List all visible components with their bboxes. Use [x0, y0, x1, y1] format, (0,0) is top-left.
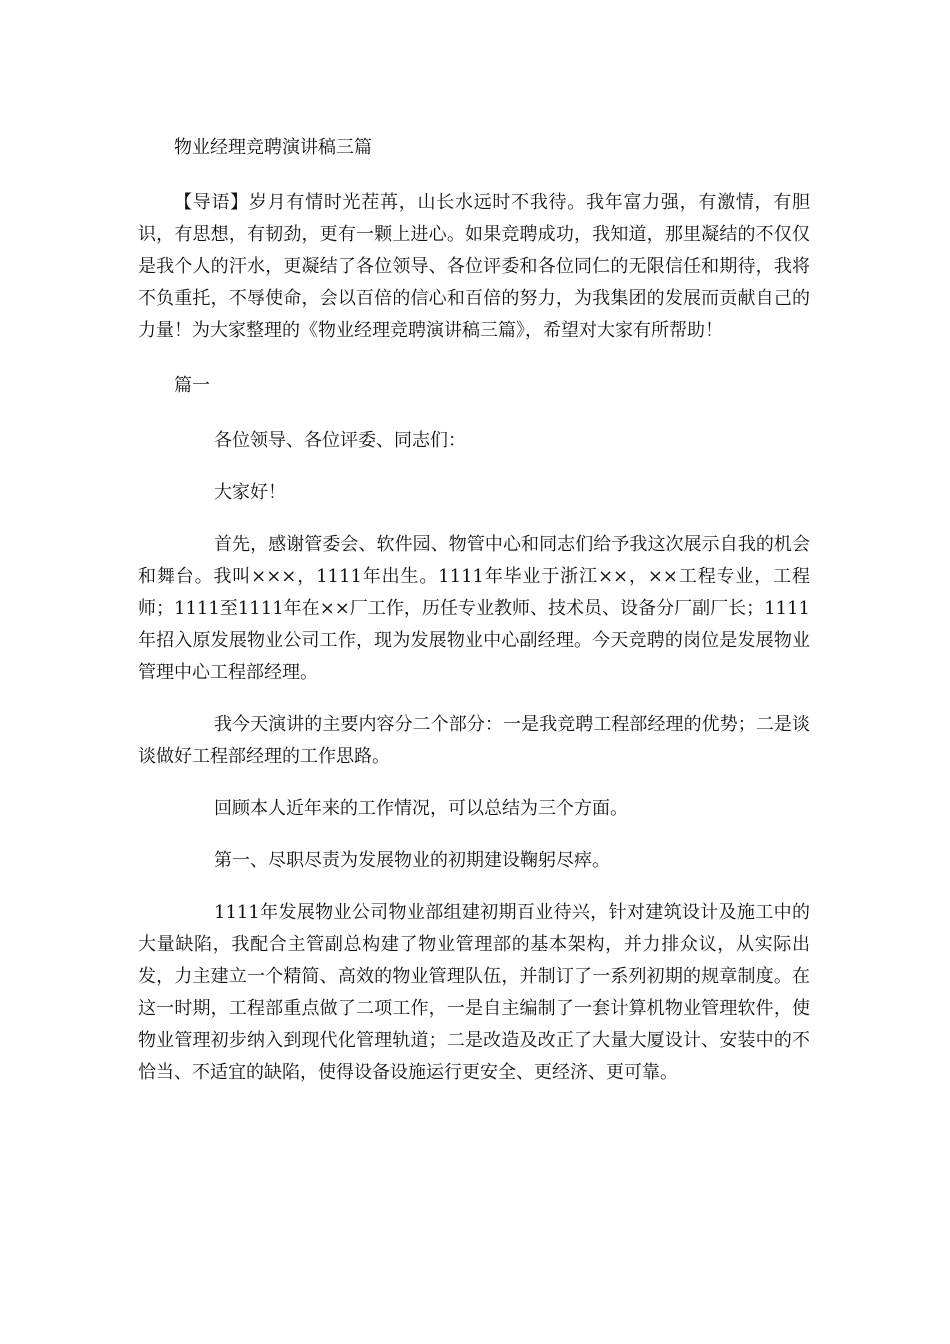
intro-paragraph: 【导语】岁月有情时光茬苒，山长水远时不我待。我年富力强，有激情，有胆识，有思想，有韧劲，更有一颗上进心。如果竞聘成功，我知道，那里凝结的不仅仅是我个人的汗水，更凝结了各位领导、各位评委和各位同仁的无限信任和期待，我将不负重托，不辱使命，会以百倍的信心和百倍的努力，为我集团的发展而贡献自己的力量！为大家整理的《物业经理竞聘演讲稿三篇》，希望对大家有所帮助！	[138, 192, 810, 341]
salutation-paragraph: 各位领导、各位评委、同志们：	[214, 430, 466, 451]
body-paragraph: 首先，感谢管委会、软件园、物管中心和同志们给予我这次展示自我的机会和舞台。我叫×××，1111年出生。1111年毕业于浙江××，××工程专业，工程师；1111至1111年在××厂工作，历任专业教师、技术员、设备分厂副厂长；1111年招入原发展物业公司工作，现为发展物业中心副经理。今天竞聘的岗位是发展物业管理中心工程部经理。	[138, 534, 810, 683]
body-paragraph: 1111年发展物业公司物业部组建初期百业待兴，针对建筑设计及施工中的大量缺陷，我配合主管副总构建了物业管理部的基本架构，并力排众议，从实际出发，力主建立一个精简、高效的物业管理队伍，并制订了一系列初期的规章制度。在这一时期，工程部重点做了二项工作，一是自主编制了一套计算机物业管理软件，使物业管理初步纳入到现代化管理轨道；二是改造及改正了大量大厦设计、安装中的不恰当、不适宜的缺陷，使得设备设施运行更安全、更经济、更可靠。	[138, 902, 810, 1083]
document-title: 物业经理竞聘演讲稿三篇	[174, 137, 372, 158]
body-paragraph: 回顾本人近年来的工作情况，可以总结为三个方面。	[214, 798, 628, 819]
section-heading: 篇一	[174, 375, 210, 396]
document-body	[138, 132, 810, 1109]
body-paragraph: 我今天演讲的主要内容分二个部分：一是我竞聘工程部经理的优势；二是谈谈做好工程部经理的工作思路。	[138, 714, 810, 767]
body-paragraph: 第一、尽职尽责为发展物业的初期建设鞠躬尽瘁。	[214, 850, 610, 871]
greeting-paragraph: 大家好！	[214, 482, 286, 503]
